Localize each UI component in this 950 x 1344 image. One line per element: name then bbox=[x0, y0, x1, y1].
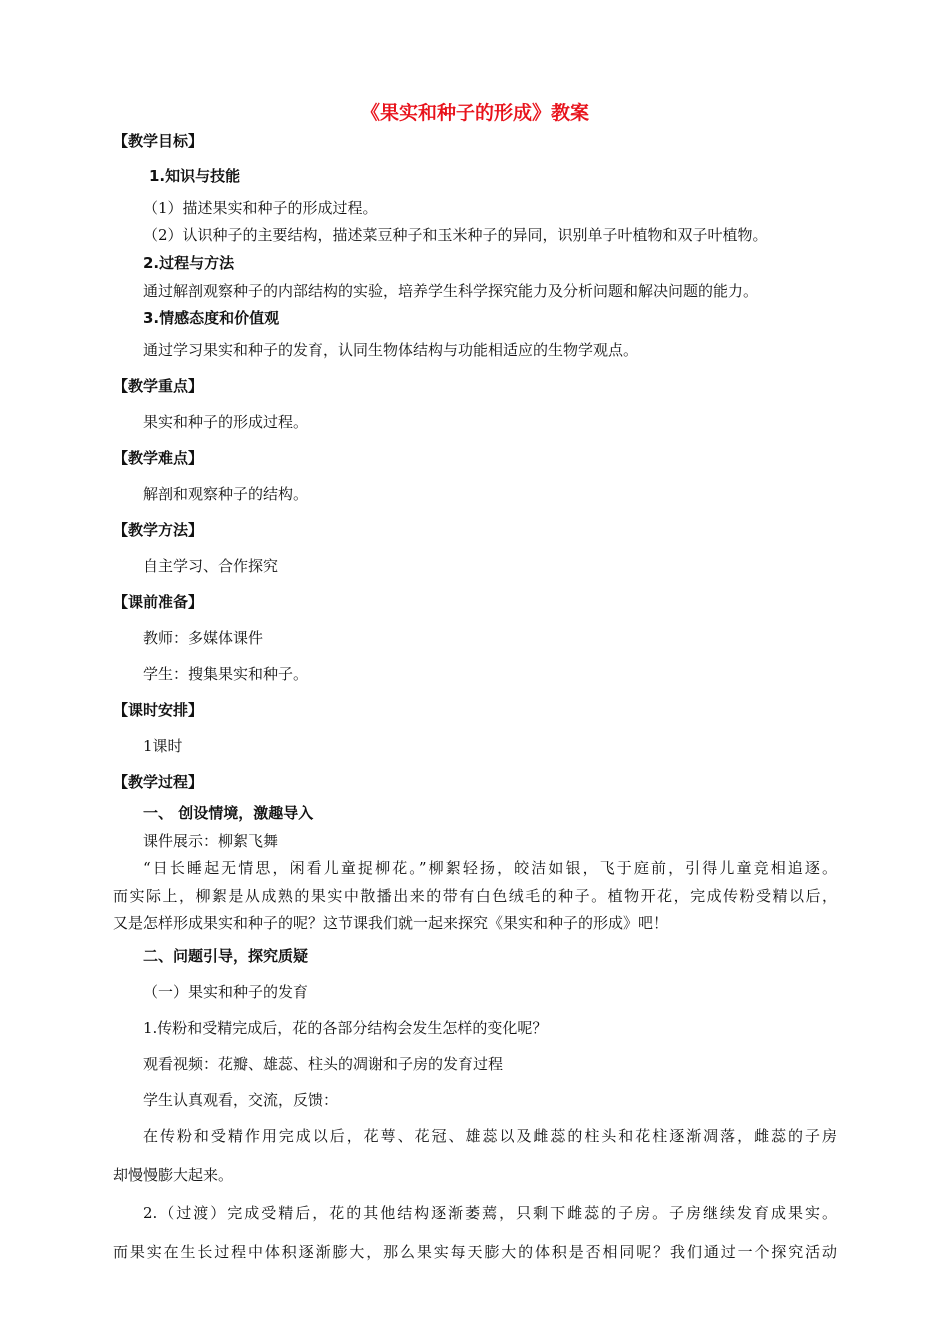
process-method-heading: 2.过程与方法 bbox=[143, 254, 235, 272]
part2-heading: 二、问题引导，探究质疑 bbox=[143, 947, 309, 965]
process-method-text: 通过解剖观察种子的内部结构的实验，培养学生科学探究能力及分析问题和解决问题的能力。 bbox=[143, 282, 759, 300]
part1-paragraph-line-2: 而实际上，柳絮是从成熟的果实中散播出来的带有白色绒毛的种子。植物开花，完成传粉受精以后， bbox=[113, 887, 837, 905]
emotion-heading: 3.情感态度和价值观 bbox=[143, 309, 280, 327]
process-heading: 【教学过程】 bbox=[113, 773, 204, 791]
preparation-teacher: 教师：多媒体课件 bbox=[143, 629, 264, 647]
part2-paragraph-2-line-1: 2.（过渡）完成受精后，花的其他结构逐渐萎蔫，只剩下雌蕊的子房。子房继续发育成果实。 bbox=[143, 1204, 837, 1222]
knowledge-heading: 1.知识与技能 bbox=[149, 167, 241, 185]
key-points-heading: 【教学重点】 bbox=[113, 377, 204, 395]
difficulties-text: 解剖和观察种子的结构。 bbox=[143, 485, 309, 503]
emotion-text: 通过学习果实和种子的发育，认同生物体结构与功能相适应的生物学观点。 bbox=[143, 341, 639, 359]
preparation-student: 学生：搜集果实和种子。 bbox=[143, 665, 309, 683]
difficulties-heading: 【教学难点】 bbox=[113, 449, 204, 467]
part2-video: 观看视频：花瓣、雄蕊、柱头的凋谢和子房的发育过程 bbox=[143, 1055, 504, 1073]
part1-show: 课件展示：柳絮飞舞 bbox=[143, 832, 279, 850]
document-title: 《果实和种子的形成》教案 bbox=[360, 102, 589, 124]
methods-text: 自主学习、合作探究 bbox=[143, 557, 279, 575]
part2-paragraph-1-line-1: 在传粉和受精作用完成以后，花萼、花冠、雄蕊以及雌蕊的柱头和花柱逐渐凋落，雌蕊的子房 bbox=[143, 1127, 837, 1145]
part1-heading: 一、 创设情境，激趣导入 bbox=[143, 804, 314, 822]
part2-paragraph-1-line-2: 却慢慢膨大起来。 bbox=[113, 1166, 234, 1184]
preparation-heading: 【课前准备】 bbox=[113, 593, 204, 611]
knowledge-item-1: （1）描述果实和种子的形成过程。 bbox=[143, 199, 378, 217]
schedule-heading: 【课时安排】 bbox=[113, 701, 204, 719]
part2-paragraph-2-line-2: 而果实在生长过程中体积逐渐膨大，那么果实每天膨大的体积是否相同呢？我们通过一个探究活动 bbox=[113, 1243, 837, 1261]
knowledge-item-2: （2）认识种子的主要结构，描述菜豆种子和玉米种子的异同，识别单子叶植物和双子叶植物。 bbox=[143, 226, 768, 244]
part1-paragraph-line-1: “日长睡起无情思，闲看儿童捉柳花。”柳絮轻扬，皎洁如银，飞于庭前，引得儿童竞相追逐。 bbox=[143, 859, 837, 877]
objectives-heading: 【教学目标】 bbox=[113, 132, 204, 150]
part2-subheading: （一）果实和种子的发育 bbox=[143, 983, 309, 1001]
part1-paragraph-line-3: 又是怎样形成果实和种子的呢？这节课我们就一起来探究《果实和种子的形成》吧！ bbox=[113, 914, 669, 932]
part2-feedback: 学生认真观看，交流，反馈： bbox=[143, 1091, 339, 1109]
part2-question-1: 1.传粉和受精完成后，花的各部分结构会发生怎样的变化呢？ bbox=[143, 1019, 548, 1037]
schedule-text: 1课时 bbox=[143, 737, 183, 755]
key-points-text: 果实和种子的形成过程。 bbox=[143, 413, 309, 431]
methods-heading: 【教学方法】 bbox=[113, 521, 204, 539]
